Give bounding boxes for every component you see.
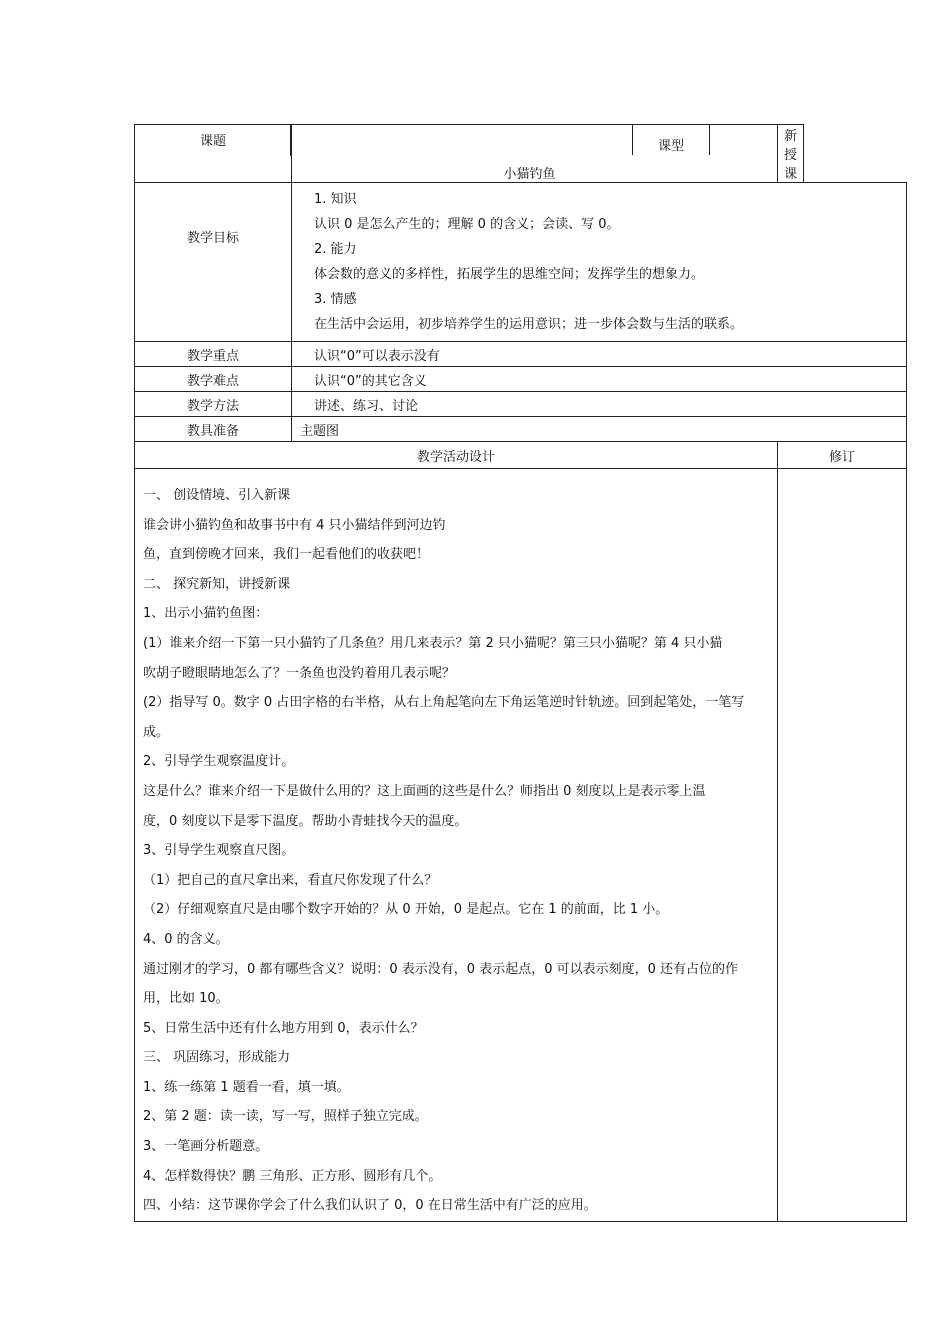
topic-value-text: 小猫钓鱼 [503, 167, 556, 182]
design-line: 鱼，直到傍晚才回来，我们一起看他们的收获吧！ [143, 547, 430, 563]
method-label: 教学方法 [135, 392, 292, 417]
type-value: 新授课 [784, 129, 798, 182]
difficulty-label: 教学难点 [135, 367, 292, 392]
design-line: 2、第 2 题：读一读，写一写，照样子独立完成。 [143, 1109, 428, 1125]
method-value: 讲述、练习、讨论 [292, 392, 907, 417]
key-point-value: 认识“0”可以表示没有 [292, 342, 907, 367]
design-line: （1）把自己的直尺拿出来，看直尺你发现了什么？ [143, 872, 438, 888]
goal-heading-emotion: 3. 情感 [314, 292, 357, 307]
design-line: 1、练一练第 1 题看一看，填一填。 [143, 1079, 350, 1095]
materials-value: 主题图 [292, 417, 907, 442]
design-line: 1、出示小猫钓鱼图： [143, 606, 269, 622]
materials-row [135, 417, 907, 442]
design-line: (2）指导写 0。数字 0 占田字格的右半格，从右上角起笔向左下角运笔逆时针轨迹。回到起笔处，一笔写 [143, 695, 745, 711]
design-line: 成。 [143, 724, 170, 740]
revision-column [778, 469, 907, 1222]
design-line: 这是什么？谁来介绍一下是做什么用的？这上面画的这些是什么？师指出 0 刻度以上是表示零上温 [143, 783, 706, 799]
section-3-title: 三、 巩固练习，形成能力 [143, 1050, 291, 1066]
topic-label: 课题 [135, 125, 292, 183]
goal-text-ability: 体会数的意义的多样性，拓展学生的思维空间；发挥学生的想象力。 [314, 267, 705, 282]
difficulty-value: 认识“0”的其它含义 [292, 367, 907, 392]
type-value-cell [778, 125, 804, 183]
design-line: 3、一笔画分析题意。 [143, 1139, 269, 1155]
section-4-summary: 四、小结：这节课你学会了什么我们认识了 0，0 在日常生活中有广泛的应用。 [143, 1198, 597, 1214]
section-1-title: 一、 创设情境、引入新课 [143, 488, 291, 503]
design-line: 2、引导学生观察温度计。 [143, 754, 295, 770]
goal-heading-ability: 2. 能力 [314, 242, 357, 257]
design-line: 4、0 的含义。 [143, 931, 229, 947]
goal-text-knowledge: 认识 0 是怎么产生的；理解 0 的含义；会读、写 0。 [314, 217, 620, 232]
design-line: 用，比如 10。 [143, 991, 229, 1007]
key-point-row [135, 342, 907, 367]
design-line: 通过刚才的学习，0 都有哪些含义？说明：0 表示没有，0 表示起点，0 可以表示刻度，0 还有占位的作 [143, 961, 739, 977]
design-body-row [135, 469, 907, 1222]
goals-row [135, 183, 907, 342]
design-body [135, 469, 778, 1222]
type-label-cell [632, 125, 710, 155]
design-header: 教学活动设计 [135, 442, 778, 469]
design-line: 谁会讲小猫钓鱼和故事书中有 4 只小猫结伴到河边钓 [143, 517, 446, 533]
design-line: (1）谁来介绍一下第一只小猫钓了几条鱼？用几来表示？第 2 只小猫呢？第三只小猫呢？第 4 只小猫 [143, 635, 723, 651]
design-line: 度，0 刻度以下是零下温度。帮助小青蛙找今天的温度。 [143, 813, 468, 829]
goals-content [292, 183, 907, 342]
key-point-label: 教学重点 [135, 342, 292, 367]
type-label: 课型 [657, 139, 684, 154]
design-header-row [135, 442, 907, 469]
design-line: 吹胡子瞪眼睛地怎么了？一条鱼也没钓着用几表示呢？ [143, 665, 456, 681]
difficulty-row [135, 367, 907, 392]
header-divider [290, 124, 291, 156]
materials-label: 教具准备 [135, 417, 292, 442]
goal-text-emotion: 在生活中会运用，初步培养学生的运用意识；进一步体会数与生活的联系。 [314, 317, 744, 332]
design-line: 3、引导学生观察直尺图。 [143, 843, 295, 859]
topic-row [135, 125, 907, 183]
revision-header: 修订 [778, 442, 907, 469]
design-line: 4、怎样数得快？鹏 三角形、正方形、圆形有几个。 [143, 1168, 442, 1184]
lesson-plan-table [134, 124, 907, 1222]
design-line: （2）仔细观察直尺是由哪个数字开始的？从 0 开始，0 是起点。它在 1 的前面，比 1 小。 [143, 902, 669, 918]
goal-heading-knowledge: 1. 知识 [314, 192, 357, 207]
section-2-title: 二、 探究新知，讲授新课 [143, 576, 291, 592]
method-row [135, 392, 907, 417]
design-line: 5、日常生活中还有什么地方用到 0，表示什么？ [143, 1020, 424, 1036]
goals-label: 教学目标 [135, 183, 292, 342]
